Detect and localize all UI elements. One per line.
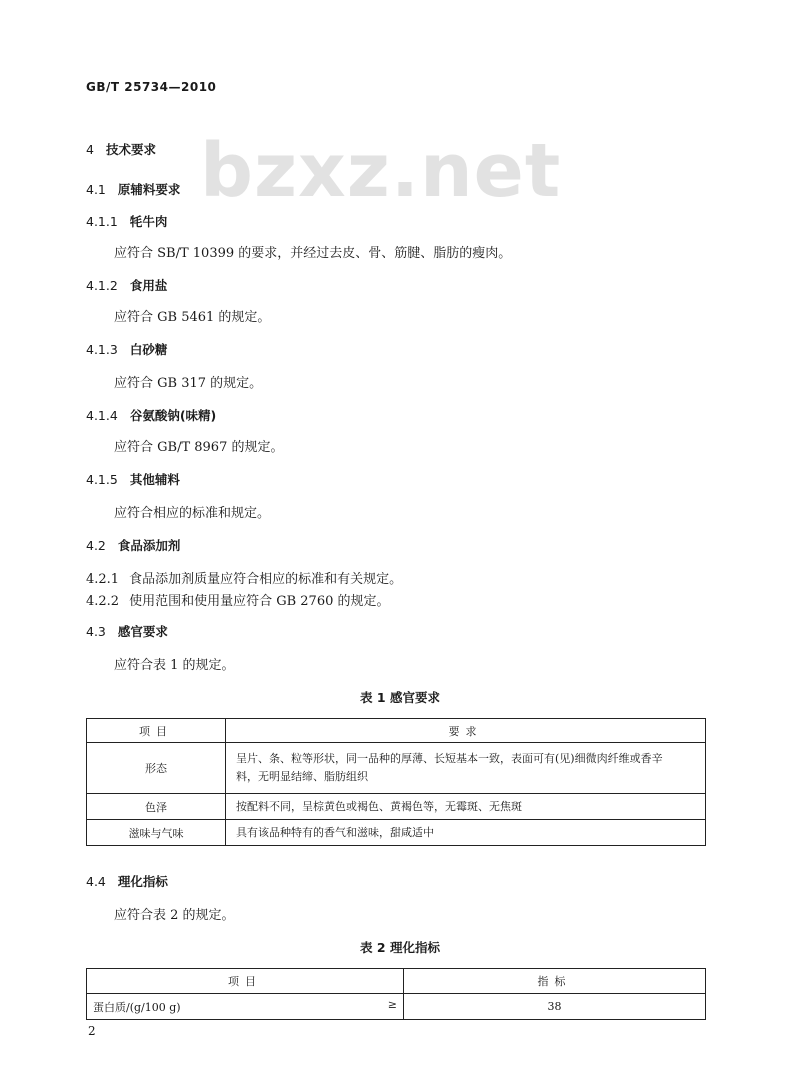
section-4-4-heading — [86, 872, 168, 890]
table-cell-value: 38 — [404, 994, 706, 1020]
requirement-line: 呈片、条、粒等形状，同一品种的厚薄、长短基本一致，表面可有(见)细微肉纤维或香辛 — [236, 752, 663, 765]
section-4-2-heading — [86, 536, 180, 554]
table-cell-item: 色泽 — [87, 794, 226, 820]
section-title: 白砂糖 — [129, 342, 168, 357]
section-title: 牦牛肉 — [129, 214, 168, 229]
table-row — [87, 994, 706, 1020]
section-4-3-heading — [86, 622, 168, 640]
section-4-1-5-heading — [86, 470, 180, 488]
section-title: 其他辅料 — [129, 472, 180, 487]
table-cell-item: 滋味与气味 — [87, 820, 226, 846]
section-title: 感官要求 — [117, 624, 168, 639]
section-4-1-heading — [86, 180, 180, 198]
table-row — [87, 820, 706, 846]
sensory-requirements-table — [86, 718, 706, 846]
clause-4-2-2 — [86, 590, 390, 609]
section-4-1-2-text: 应符合 GB 5461 的规定。 — [114, 310, 271, 325]
clause-text: 食品添加剂质量应符合相应的标准和有关规定。 — [129, 572, 403, 587]
section-4-1-1-heading — [86, 212, 167, 230]
page-number: 2 — [88, 1024, 96, 1038]
table-cell-requirement — [226, 743, 706, 794]
section-number: 4.3 — [86, 624, 106, 639]
section-4-1-1-text: 应符合 SB/T 10399 的要求，并经过去皮、骨、筋腱、脂肪的瘦肉。 — [114, 246, 512, 261]
table-1-caption: 表 1 感官要求 — [360, 690, 440, 705]
table-header-item: 项目 — [87, 719, 226, 743]
section-title: 原辅料要求 — [117, 182, 181, 197]
section-number: 4.1.5 — [86, 472, 118, 487]
section-4-1-5-text: 应符合相应的标准和规定。 — [114, 506, 271, 521]
table-header-item: 项目 — [87, 969, 404, 994]
table-header-requirement: 要求 — [226, 719, 706, 743]
section-4-3-text: 应符合表 1 的规定。 — [114, 658, 235, 673]
section-4-1-3-heading — [86, 340, 167, 358]
section-title: 理化指标 — [117, 874, 168, 889]
section-number: 4.1.3 — [86, 342, 118, 357]
section-title: 食品添加剂 — [117, 538, 181, 553]
section-number: 4.1.4 — [86, 408, 118, 423]
table-header-row — [87, 719, 706, 743]
watermark: bzxz.net — [200, 128, 562, 214]
section-title: 技术要求 — [105, 142, 156, 157]
section-number: 4.2 — [86, 538, 106, 553]
section-title: 谷氨酸钠(味精) — [129, 408, 217, 423]
table-cell-requirement: 具有该品种特有的香气和滋味，甜咸适中 — [226, 820, 706, 846]
table-2-caption: 表 2 理化指标 — [360, 940, 440, 955]
physicochemical-indicators-table — [86, 968, 706, 1020]
section-4-1-4-text: 应符合 GB/T 8967 的规定。 — [114, 440, 284, 455]
clause-4-2-1 — [86, 568, 402, 587]
section-number: 4.4 — [86, 874, 106, 889]
clause-number: 4.2.2 — [86, 594, 120, 609]
table-header-indicator: 指标 — [404, 969, 706, 994]
section-4-1-2-heading — [86, 276, 167, 294]
section-number: 4.1.1 — [86, 214, 118, 229]
requirement-line: 料，无明显结缔、脂肪组织 — [236, 770, 368, 783]
section-4-1-3-text: 应符合 GB 317 的规定。 — [114, 376, 263, 391]
section-title: 食用盐 — [129, 278, 168, 293]
clause-number: 4.2.1 — [86, 572, 120, 587]
clause-text: 使用范围和使用量应符合 GB 2760 的规定。 — [129, 594, 390, 609]
section-number: 4.1 — [86, 182, 106, 197]
item-label: 蛋白质/(g/100 g) — [93, 1000, 181, 1014]
table-row — [87, 794, 706, 820]
table-cell-item — [87, 994, 404, 1020]
section-number: 4 — [86, 142, 94, 157]
table-header-row — [87, 969, 706, 994]
table-cell-item: 形态 — [87, 743, 226, 794]
standard-number-header: GB/T 25734—2010 — [86, 80, 217, 94]
section-4-heading — [86, 140, 156, 158]
table-cell-requirement: 按配料不同，呈棕黄色或褐色、黄褐色等，无霉斑、无焦斑 — [226, 794, 706, 820]
section-4-4-text: 应符合表 2 的规定。 — [114, 908, 235, 923]
section-4-1-4-heading — [86, 406, 216, 424]
comparison-operator: ≥ — [387, 998, 397, 1011]
table-row — [87, 743, 706, 794]
section-number: 4.1.2 — [86, 278, 118, 293]
